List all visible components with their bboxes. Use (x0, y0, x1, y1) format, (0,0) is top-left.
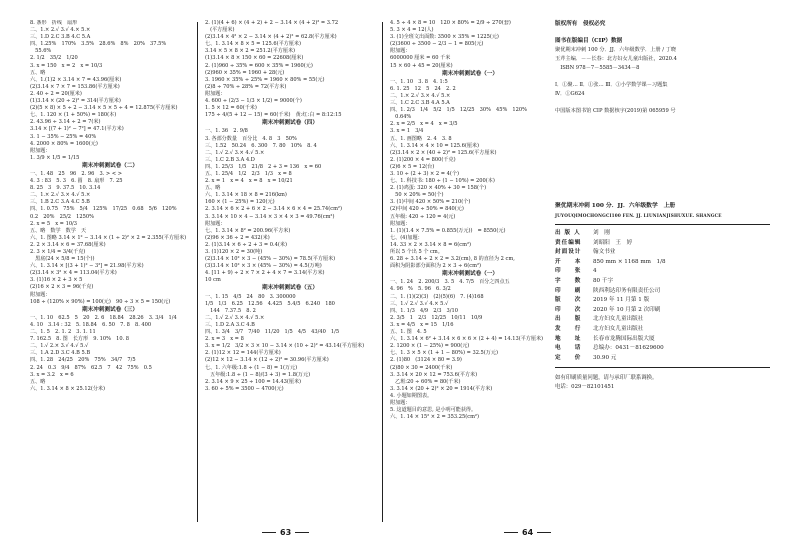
info-row (555, 258, 770, 268)
info-value: 850 mm × 1168 mm 1/8 (593, 258, 666, 265)
info-value: 80 千字 (593, 277, 614, 284)
answer-line: 4. 10 3.14 : 32 5. 18.84 6. 50 7. 8 8. 400 (30, 321, 152, 328)
answer-line: 三、1.C 2.B 3.A 4.D (205, 156, 255, 163)
answer-line: 三、1.52 50.24 6. 300 7. 80 10% 8. 4 (205, 142, 317, 149)
answer-line: 6. 28 ÷ 3.14 ÷ 2 × 2 = 3.2(cm), 8 的直径为 2 cm, (390, 256, 515, 263)
answer-line: 2. 3.14 × 9 × 25 ÷ 100 = 14.43(厘米) (205, 378, 302, 385)
answer-line: 三、1.B 2.C 3.A 4.C 5.B (30, 199, 90, 206)
answer-line: 三、1.D 2.A 3.C 4.B (205, 321, 255, 328)
answer-line: 附加题： (390, 220, 411, 227)
info-key: 版 次 (555, 297, 582, 304)
info-row (555, 344, 770, 354)
answer-line: (2)6 × 5 = 12(台) (390, 163, 435, 170)
book-pinyin: JUYOUQIMOCHONGCI100 FEN. JJ. LIUNIANJISHUXUE. SHANGCE (555, 213, 722, 218)
answer-line: 五年级:1.8 ÷ (1 − 8)/(3 + 3) = 1.8(万元) (205, 371, 311, 378)
answer-line: (3)3.14 × 10² × 3 × (45% − 30%) = 4.5(万吨) (205, 263, 322, 270)
answer-line: 1/5 1/3 6.25 12.56 4.425 5.4/5 6.240 180 (205, 300, 335, 307)
answer-line: 五、略 (30, 378, 46, 385)
answer-line: 一、1. 10 62.5 5 20 2. 6 18.84 28.26 3. 3/4 1/4 (30, 314, 177, 321)
section-heading: 期末冲刺测试卷（四） (262, 120, 318, 127)
info-key: 出 版 人 (555, 230, 581, 236)
answer-line: 六、1. 14 × 15² × 2 = 353.25(cm²) (390, 414, 479, 421)
answer-line: 二、1.× 2.√ 3.× 4.√ 5.× (390, 92, 451, 99)
info-row (555, 239, 770, 249)
answer-line: 0.2 20% 25/2 1250% (30, 213, 94, 220)
cip-line: ISBN 978－7－5585－3434－8 (555, 65, 640, 71)
answer-line: 六、1. 3.14 × 4 × 10 = 125.6(厘米) (390, 142, 479, 149)
section-heading: 期末冲刺测试卷（三） (82, 306, 138, 313)
answer-line: 六、1. 图略 3.14 × 1² − 3.14 × (1 ÷ 2)² × 2 = 2.355(平方厘米) (30, 234, 187, 241)
info-key: 封面设计 (555, 249, 582, 256)
answer-line: 七、1. 3 × 5 × (1 + 1 − 80%) = 32.5(万元) (390, 350, 498, 357)
answer-line: 七、1. 六年级:1.8 ÷ (1 − 8) = 1(万元) (205, 364, 298, 371)
answer-line: 三、1.C 2.C 3.B 4.A 5.A (390, 100, 450, 107)
answer-line: 3. (1)16 × 2 + 3 × 5 (30, 277, 83, 284)
answer-line: 七、(4)加题： (390, 234, 423, 241)
column-divider (197, 22, 198, 522)
answer-line: 二、1.× 2.√ 3.√ 4.× 5.× (30, 27, 91, 34)
info-value: 刘昭阳 王 婷 (593, 239, 633, 246)
answer-line: 三、1.√ 2.√ 3.√ 4.× 5.√ (390, 300, 449, 307)
answer-line: 7. 162.5 8. 图 长方形 9. 10% 10. 8 (30, 336, 130, 343)
answer-line: 50 × 20% = 50(个) (390, 192, 444, 199)
answer-line: 2. 40 ÷ 2 = 20(厘米) (30, 90, 82, 97)
note-line: 如有印刷质量问题，请与承印厂联系调换。 (555, 375, 658, 382)
classification-line: Ⅳ．①G624 (555, 91, 585, 97)
answer-line: 附加题： (30, 147, 51, 154)
answer-line: 2. 3 × 1/4 = 3/4(千克) (30, 249, 86, 255)
info-row (555, 248, 770, 258)
section-heading: 期末冲刺测试卷（二） (82, 162, 138, 169)
answer-line: 2. (1)3.14 × 6 ÷ 2 + 3 = 0.4(米) (205, 241, 287, 248)
answer-line: 4. 96 % 5. 96 6. 3/2 (390, 286, 451, 293)
answer-line: (2)3.14 × 7 × 7 = 153.86(平方厘米) (30, 83, 120, 90)
answer-line: 144 7.37.5 8. 2 (205, 307, 256, 314)
answer-line: 4. [11 + 9) ÷ 2 × 7 × 2 + 4 × 7 = 3.14(平方米) (205, 270, 325, 277)
answer-line: 3. (1)全班文出面数: 3500 × 35% = 1225(元) (390, 34, 499, 41)
answer-line: 2. 1/2 35/2 1/20 (30, 55, 78, 62)
publication-info (555, 229, 770, 363)
answer-line: 2. 3.14 × 6 × 2 + 6 × 2 − 3.14 × 6 × 4 = 25.74(cm²) (205, 206, 342, 213)
info-key: 责任编辑 (555, 239, 582, 246)
answer-line: 8. 25 3 9. 37.5 10. 3.14 (30, 185, 101, 192)
answer-line: 2. (1)200 × 4 = 800(千克) (390, 156, 456, 163)
answer-line: 2. 43.96 ÷ 3.14 ÷ 2 = 7(米) (30, 119, 101, 126)
info-key: 发 行 (555, 325, 582, 332)
answer-line: 五、1. 图 4. 5 (390, 329, 427, 336)
section-heading: 期末冲刺测试卷（五） (262, 285, 318, 292)
answer-line: 一、1. 48 25 96 2. 96 3. > < > (30, 170, 122, 177)
answer-line: 3. (1)120 × 2 = 30(吨) (205, 249, 263, 255)
answer-line: 五、略 (30, 69, 46, 76)
answer-line: 2. x = 1 x = 4 x = 8 x = 10/21 (205, 178, 293, 185)
info-row (555, 354, 770, 364)
answer-line: 3. 1960 × 35% ÷ 25% = 1960 × 80% = 55(元) (205, 76, 325, 83)
section-heading: 期末冲刺测试卷（一） (442, 271, 498, 278)
answer-line: 55.6% (30, 48, 52, 55)
answer-line: (2)3.14 × 4² × 2 − 3.14 × (4 + 2)² = 62.8(平方厘米) (205, 34, 337, 41)
answer-line: 四、1. 25/3 1/5 21/8 2 + 3 = 136 x = 60 (205, 163, 322, 170)
answer-line: 6000000 厘米 = 60 千米 (390, 55, 451, 62)
answer-line: 一、1. 24 2. 200/3 3. 5 4. 7/5 百分之四点五 (390, 279, 510, 286)
info-value: 北方妇女儿童出版社 (593, 316, 644, 323)
answer-line: 10 cm (205, 277, 221, 284)
answer-line: 3. x = 3.2 x = 6 (30, 371, 74, 378)
answer-line: 五、1. 25/4 1/2 2/3 1/3 x = 8 (205, 170, 292, 177)
answer-line: 3. x = 1/2 3/2 × 3 × 10 − 3.14 × (10 ÷ 2)² = 43.14(平方厘米) (205, 343, 365, 350)
answer-line: 黑底(24 × 5/8 = 15(个)) (30, 256, 95, 263)
answer-line: 4. 5 ÷ 4 × 8 = 10 120 × 80% = 2/9 ÷ 270(套) (390, 20, 511, 26)
answer-line: 3. x = 150 x = 2 x = 10/3 (30, 62, 103, 69)
answer-line: 2. (1)960 ÷ 35% = 600 × 35% = 1960(元) (205, 62, 313, 69)
answer-column-2 (205, 20, 375, 393)
answer-line: 2. 3/5 1 2/3 12/25 10/11 10/9 (390, 314, 483, 321)
info-key: 印 刷 (555, 287, 582, 294)
answer-line: 2. (1)12 × 12 = 144(平方厘米) (205, 350, 281, 357)
answer-line: 3. 10 ÷ (2 + 3) × 2 = 4(个) (390, 170, 459, 177)
answer-line: 二、1. 5 2. 1. 2 3. 1. 11 (30, 329, 96, 336)
info-row (555, 267, 770, 277)
answer-line: 一、1. 10 3. 8 4. 1:5 (390, 78, 448, 85)
rights-statement: 版权所有 侵权必究 (555, 21, 606, 27)
answer-line: 3. 3.14 × 10 × 4 − 3.14 × 3 × 4 × 3 = 49.76(cm²) (205, 213, 335, 220)
info-value: 北方妇女儿童出版社 (593, 325, 644, 332)
info-value: 翰文书业 (593, 249, 616, 256)
answer-line: 8. 条形 折线 扇形 (30, 20, 78, 26)
answer-line: (1)3.14 × (20 ÷ 2)² = 314(平方厘米) (30, 98, 121, 105)
answer-line: (2)12 × 12 − 3.14 × (12 ÷ 2)² = 30.96(平方厘米) (205, 357, 329, 364)
info-value: 2019 年 11 月第 1 版 (593, 297, 650, 304)
info-key: 印 张 (555, 268, 582, 275)
answer-line: 2. x = 3 x = 8 (205, 336, 244, 343)
answer-line: 6. 1. 25 12 5 24 2. 2 (390, 85, 456, 92)
answer-line: 4. 2000 × 80% = 1600(元) (30, 140, 98, 147)
answer-line: 二、1.√ 2.√ 3.× 4.√ 5.× (205, 149, 265, 156)
info-row (555, 296, 770, 306)
info-value: 长春市龙腾国际出版大厦 (593, 335, 655, 342)
answer-line: 四、1.25% 170% 3.5% 28.6% 8% 20% 37.5% (30, 41, 167, 48)
info-row (555, 277, 770, 287)
info-key: 字 数 (555, 277, 582, 284)
answer-line: (2)16 × 2 × 3 = 96(千克) (30, 284, 94, 291)
answer-line: 3.14 × 5 × 8 × 2 = 251.2(平方厘米) (205, 48, 296, 55)
answer-line: 附加题： (390, 399, 411, 406)
answer-line: 一、1. 36 2. 9/8 (205, 128, 248, 135)
cip-number: 中国版本图书馆 CIP 数据核字(2019)第 065959 号 (555, 108, 676, 114)
answer-line: (2)中间 420 ÷ 50% = 840(元) (390, 206, 464, 213)
info-value: 2020 年 10 月第 2 次印刷 (593, 306, 661, 313)
answer-line: 1. 3/9 × 1/5 = 1/15 (30, 154, 80, 161)
answer-line: 附加题： (205, 90, 226, 97)
answer-line: 三、1.A 2.D 3.C 4.B 5.B (30, 350, 91, 357)
answer-line: 4. 小题如期图表。 (390, 392, 433, 399)
column-divider (382, 22, 383, 522)
cip-title: 图书在版编目（CIP）数据 (555, 38, 623, 44)
info-value: 总编办：0431－81629600 (593, 345, 664, 352)
answer-line: (2)3.14 × 2 × (40 + 2)² = 125.6(平方厘米) (390, 149, 497, 156)
answer-line: 四、1. 3/4 3/7 7/40 11/20 1/5 4/5 43/40 1/5 (205, 329, 340, 336)
answer-line: 五、略 数学 数学 天 (30, 227, 87, 234)
answer-line: 四、1. 28 24/25 20% 75% 34/7 7/5 (30, 357, 136, 364)
answer-line: 108 ÷ (120% × 90%) = 100(元) 90 ÷ 3 × 5 = 150(元) (30, 298, 171, 305)
answer-line: 2. 24 0.3 9/4 87% 62.5 7 42 75% 0.5 (30, 364, 152, 371)
answer-line: 七、1. 120 × (1 + 50%) = 180(本) (30, 112, 117, 119)
answer-line: 3. (1)中间 420 × 50% = 210(个) (390, 199, 471, 206)
answer-line: 3. 1 − 35% − 25% = 40% (30, 133, 97, 140)
info-key: 印 次 (555, 306, 582, 313)
info-key: 电 话 (555, 345, 582, 352)
answer-line: (2)8 ÷ 70% ÷ 28% = 72(平方米) (205, 83, 287, 90)
divider (555, 367, 770, 368)
info-value: 陕西利达印务有限责任公司 (593, 287, 661, 294)
answer-line: 六、1. 3.14 × [(3 + 1)² − 3²] = 21.98(平方米) (30, 263, 144, 270)
answer-line: 五年级: 420 ÷ 120 = 4(元) (390, 213, 456, 220)
answer-line: 四、1. 0.75 75% 5/4 125% 17/25 0.68 5/6 120% (30, 206, 177, 213)
answer-line: 2. 1200 × (1 − 25%) = 900(元) (390, 343, 470, 350)
info-row (555, 229, 770, 239)
answer-line: (2)960 × 35% = 1960 + 28(元) (205, 69, 285, 76)
answer-line: 4. 3 : 83 5. 3 6. 圆 8. 扇形 7. 25 (30, 178, 123, 185)
answer-line: 1. 5 × 12 = 60(千米) (205, 105, 257, 112)
answer-line: 六、1. 3.14 × 8 × 25.12(分米) (30, 385, 106, 392)
answer-line: 附加题： (30, 291, 51, 298)
answer-line: 3. 3.14 × 20 × 12 = 753.6(平方米) (390, 371, 478, 378)
answer-line: 四、1. 1/3 4/9 2/3 3/10 (390, 307, 458, 314)
answer-line: 七、1. 3.14 × 8 × 5 = 125.6(平方厘米) (205, 41, 301, 48)
answer-line: 2. x = 2/5 x = 4 x = 3/5 (390, 121, 458, 128)
answer-line: 附加题： (390, 48, 411, 55)
answer-line: (1)3.14 × 8 × 150 × 60 = 22608(厘米) (205, 55, 304, 62)
answer-line: (2)3600 ÷ 3500 − 2/3 − 1 = 805(元) (390, 41, 484, 48)
answer-line: 面积为阴影部分面积为 2 × 3 ÷ 6(cm²) (390, 263, 481, 270)
info-row (555, 287, 770, 297)
answer-line: 5. 这道题目的意思, 是小明可能获得。 (390, 407, 477, 414)
quality-note (555, 374, 770, 392)
answer-line: 2. (1)(4 + 6) × (4 + 2) + 2 − 3.14 × (4 + 2)² = 3.72 (205, 20, 339, 26)
answer-line: 附加题： (205, 220, 226, 227)
divider (555, 224, 770, 225)
answer-line: 乙班:20 ÷ 60% = 80(千米) (390, 378, 461, 385)
answer-line: 15 × 60 + 45 = 20(厘米) (390, 62, 453, 69)
answer-line: (2)3.14 × 10² × 3 − (45% − 30%) = 78.5(平方厘米) (205, 256, 336, 263)
answer-column-1 (30, 20, 190, 393)
answer-line: 一、1. 15 4/5 24 80 3. 300000 (205, 293, 296, 300)
answer-line: 二、1.√ 2.√ 3.× 4.√ 5.× (205, 314, 265, 321)
answer-line: 1. (1)(1.4 × 7.5% = 0.855(万元)) = 8550(元) (390, 227, 506, 234)
answer-line: 六、1. 3.14 × 18 × 8 = 216(km) (205, 192, 287, 199)
answer-line: 14. 33 × 2 × 3.14 × 8 = 6(cm²) (390, 241, 471, 248)
answer-line: (平方厘米) (205, 27, 235, 34)
info-value: 4 (593, 268, 597, 275)
answer-line: (2)96 × 36 ÷ 2 = 432(米) (205, 234, 270, 241)
page-number-left: 63 (258, 528, 313, 537)
section-heading: 期末冲刺测试卷（一） (442, 70, 498, 77)
answer-line: 五、1. 画图略 2. 4 3. 8 (390, 135, 452, 142)
answer-line: 二、1. (1)(2)(3) (2)(5)(6) 7. (4)168 (390, 293, 484, 300)
answer-line: 二、1.√ 2.× 3.√ 4.√ 5.√ (30, 343, 89, 350)
info-value: 30.90 元 (593, 354, 617, 361)
classification-line: Ⅰ．①聚… Ⅱ．①张… Ⅲ．①小学数学课－习题集 (555, 82, 668, 88)
answer-line: 5. 3 × 4 = 12(人) (390, 27, 434, 34)
info-row (555, 315, 770, 325)
answer-line: 四、1. 2/3 1/4 5/2 1/5 12/25 30% 45% 120% (390, 107, 527, 114)
answer-line: (2)3.14 × 3² × 4 = 113.04(平方米) (30, 270, 117, 277)
answer-line: (2)80 × 30 = 2400(千米) (390, 364, 453, 371)
answer-line: 三、1.D 2.C 3.B 4.C 5.A (30, 34, 91, 41)
info-key: 出 版 (555, 316, 582, 323)
info-row (555, 306, 770, 316)
answer-line: 3. 各部分数量 百分比 4. 8 3 50% (205, 135, 297, 142)
answer-line: 七、1. 3.14 × 8² = 200.96(平方米) (205, 227, 291, 234)
answer-line: 二、1.× 2.√ 3.× 4.√ 5.× (30, 192, 91, 199)
info-row (555, 335, 770, 345)
answer-line: 2. (1)80 (3124 × 80 = 3.9) (390, 357, 462, 364)
answer-line: 六、1. 3.14 × 6² + 3.14 × 6 × 6 × (2 + 4) = 14.13(平方厘米) (390, 336, 544, 343)
answer-line: 2. x = 5 x = 10/3 (30, 220, 78, 227)
note-line: 电话：029－82101451 (555, 384, 615, 391)
copyright-page (555, 20, 770, 392)
info-key: 开 本 (555, 258, 582, 265)
book-title: 聚优期末冲刺 100 分．JJ．六年级数学 上册 (555, 203, 676, 209)
info-row (555, 325, 770, 335)
answer-line: 六、1.(1)2 × 3.14 × 7 = 43.96(厘米) (30, 76, 122, 83)
info-value: 刘 刚 (593, 230, 610, 236)
answer-line: 五、略 (205, 185, 221, 192)
answer-line: 2. (1)鸡蛋: 320 × 40% + 30 = 158(个) (390, 185, 487, 192)
answer-column-3 (390, 20, 550, 421)
answer-line: 2. 2 × 3.14 × 6 = 37.68(厘米) (30, 241, 106, 248)
answer-line: 所以 5 个出 5 个 cm。 (390, 249, 443, 255)
cip-line: 聚优期末冲刺 100 分．JJ．六年级数学．上册 / 丁晓 (555, 47, 676, 53)
answer-line: 3. x = 1 3/4 (390, 128, 424, 135)
answer-line: 七、1. 科技书: 180 ÷ (1 − 10%) = 200(本) (390, 178, 495, 185)
answer-line: 3. 3.14 × (20 + 2)² × 20 = 1914(平方米) (390, 385, 493, 392)
answer-line: (2)(5 × 8) × 5 ÷ 2 − 3.14 × 5 × 5 ÷ 4 = 12.875(平方厘米) (30, 105, 178, 112)
answer-line: 0.64% (390, 114, 412, 121)
answer-line: 175 ÷ 4/(5 + 12 − 15) = 60(千米) 黄:红:白 = 8:12:15 (205, 112, 342, 119)
answer-line: 3.14 × [(7 + 1)² − 7²] = 47.1(平方米) (30, 126, 124, 133)
answer-line: 4. 600 ÷ (2/3 − 1/3 × 1/2) = 9000(个) (205, 98, 302, 105)
answer-line: 3. x = 4/5 x = 15 1/16 (390, 321, 454, 328)
answer-line: 3. 60 ÷ 5% = 3500 − 4700(元) (205, 385, 284, 392)
info-key: 地 址 (555, 335, 582, 342)
page-number-right: 64 (500, 528, 555, 537)
info-key: 定 价 (555, 354, 582, 361)
cip-line: 玉芹主编．－－长春：北方妇女儿童出版社，2020.4 (555, 56, 677, 62)
answer-line: 160 × (1 − 25%) = 120(元) (205, 199, 275, 206)
